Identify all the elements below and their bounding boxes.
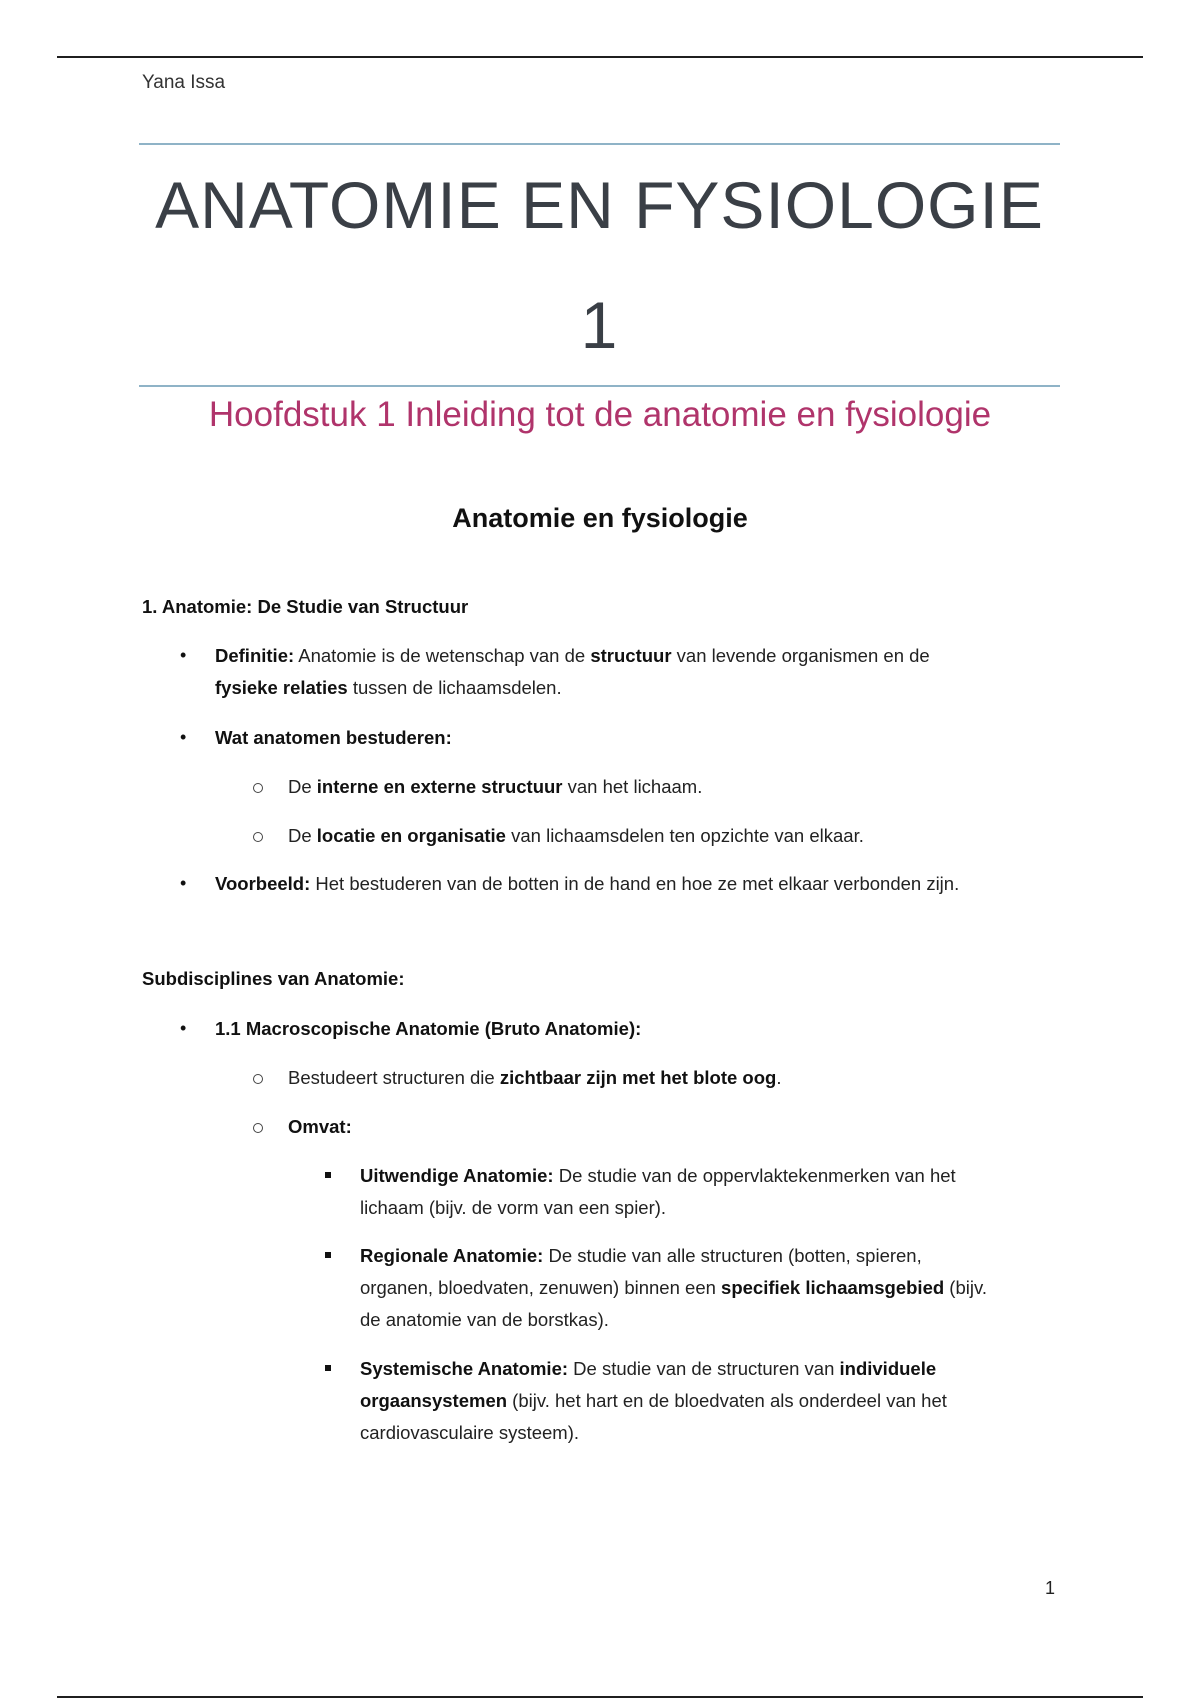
sub-item-omvat (288, 1116, 352, 1138)
title-rule-bottom (139, 385, 1060, 387)
bullet-dot-icon: • (180, 645, 187, 665)
text-fragment: van lichaamsdelen ten opzichte van elkaar. (505, 825, 864, 846)
bullet-circle-icon (253, 1123, 263, 1133)
top-rule (57, 56, 1143, 58)
uitwendige-label: Uitwendige Anatomie: (360, 1165, 554, 1186)
text-fragment: lichaam (bijv. de vorm van een spier). (360, 1197, 667, 1218)
bottom-rule (57, 1696, 1143, 1698)
header-author: Yana Issa (142, 72, 226, 93)
text-fragment: van het lichaam. (562, 776, 703, 797)
text-fragment: de anatomie van de borstkas). (360, 1309, 609, 1330)
list-item-voorbeeld (215, 873, 959, 895)
omvat-label: Omvat: (288, 1116, 352, 1137)
bullet-dot-icon: • (180, 873, 187, 893)
sub-item-structuur (288, 776, 702, 798)
bullet-square-icon (325, 1365, 331, 1371)
bold-term: fysieke relaties (215, 677, 348, 698)
text-fragment: Anatomie is de wetenschap van de (294, 645, 591, 666)
sub-item-bestudeert (288, 1067, 781, 1089)
text-fragment: De (288, 825, 317, 846)
text-fragment: van levende organismen en de (671, 645, 930, 666)
bullet-square-icon (325, 1252, 331, 1258)
bullet-dot-icon: • (180, 1018, 187, 1038)
part1-heading: 1. Anatomie: De Studie van Structuur (142, 596, 469, 617)
bold-term: individuele (839, 1358, 937, 1379)
bullet-circle-icon (253, 832, 263, 842)
sub-item-locatie (288, 825, 864, 847)
bold-term: locatie en organisatie (316, 825, 506, 846)
list-item-wat-anatomen (215, 727, 452, 749)
bold-term: orgaansystemen (360, 1390, 508, 1411)
sub-sub-item-regionale (360, 1240, 1080, 1336)
sub-sub-item-systemische (360, 1353, 1080, 1449)
bullet-square-icon (325, 1172, 331, 1178)
text-fragment: De studie van de structuren van (568, 1358, 840, 1379)
text-fragment: . (776, 1067, 782, 1088)
title-line-1: ANATOMIE EN FYSIOLOGIE (155, 168, 1044, 242)
text-fragment: Het bestuderen van de botten in de hand en hoe ze met elkaar verbonden zijn. (310, 873, 960, 894)
wat-anatomen-label: Wat anatomen bestuderen: (215, 727, 452, 748)
chapter-heading: Hoofdstuk 1 Inleiding tot de anatomie en fysiologie (208, 395, 992, 434)
bold-term: zichtbaar zijn met het blote oog (499, 1067, 777, 1088)
list-item-definitie (215, 640, 1035, 704)
bullet-circle-icon (253, 1074, 263, 1084)
subdisciplines-heading: Subdisciplines van Anatomie: (142, 968, 405, 989)
bold-term: specifiek lichaamsgebied (721, 1277, 945, 1298)
sub-sub-item-uitwendige (360, 1160, 1060, 1224)
voorbeeld-label: Voorbeeld: (215, 873, 311, 894)
definitie-label: Definitie: (215, 645, 295, 666)
macroscopische-label: 1.1 Macroscopische Anatomie (Bruto Anatomie): (215, 1018, 642, 1039)
text-fragment: cardiovasculaire systeem). (360, 1422, 579, 1443)
title-line-2: 1 (580, 288, 619, 362)
systemische-label: Systemische Anatomie: (360, 1358, 569, 1379)
text-fragment: De studie van de oppervlaktekenmerken van het (553, 1165, 956, 1186)
text-fragment: De studie van alle structuren (botten, spieren, (543, 1245, 922, 1266)
section-heading: Anatomie en fysiologie (452, 503, 748, 533)
list-item-macroscopische (215, 1018, 641, 1040)
text-fragment: (bijv. het hart en de bloedvaten als onderdeel van het (507, 1390, 947, 1411)
bullet-circle-icon (253, 783, 263, 793)
bold-term: structuur (590, 645, 672, 666)
text-fragment: Bestudeert structuren die (288, 1067, 500, 1088)
text-fragment: De (288, 776, 317, 797)
text-fragment: tussen de lichaamsdelen. (347, 677, 562, 698)
regionale-label: Regionale Anatomie: (360, 1245, 544, 1266)
text-fragment: (bijv. (944, 1277, 987, 1298)
bullet-dot-icon: • (180, 727, 187, 747)
text-fragment: organen, bloedvaten, zenuwen) binnen een (360, 1277, 722, 1298)
document-title (139, 143, 1060, 387)
bold-term: interne en externe structuur (316, 776, 563, 797)
page-number: 1 (1045, 1578, 1056, 1598)
